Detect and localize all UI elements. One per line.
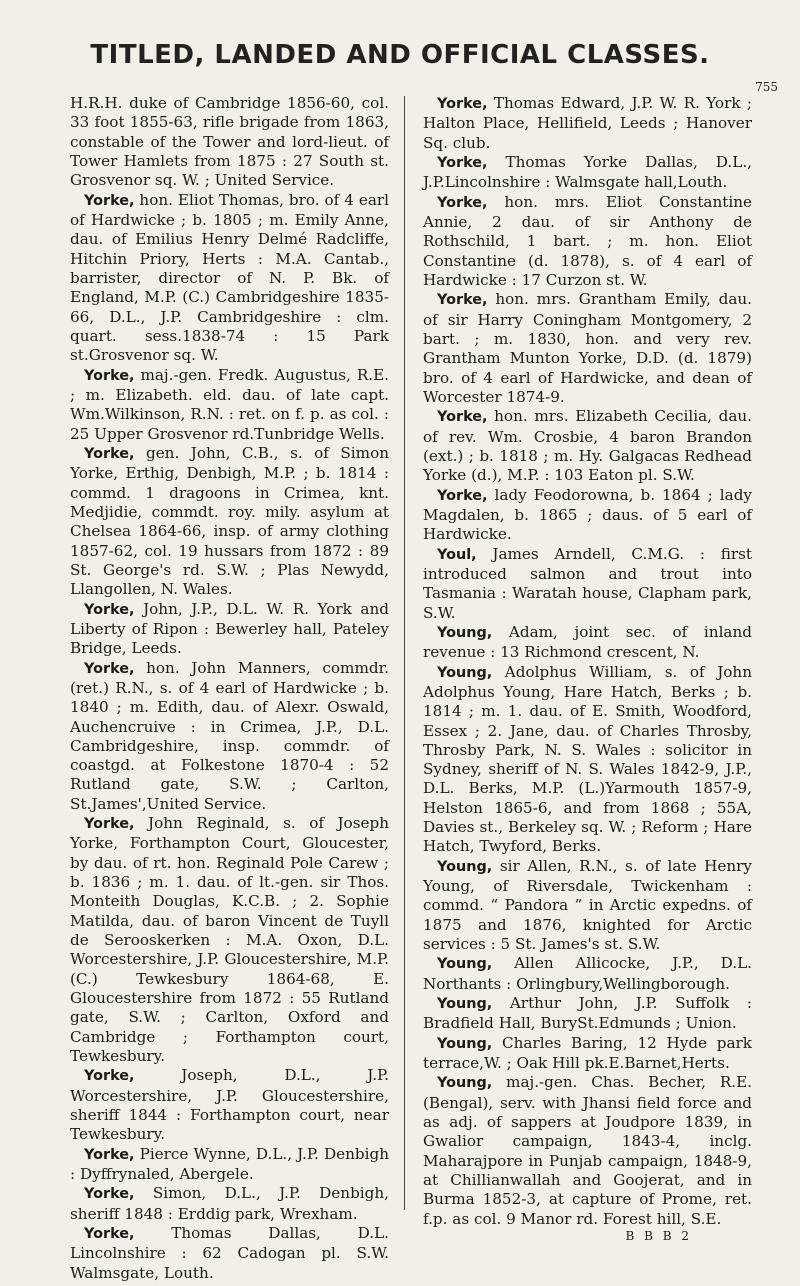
entry-surname: Yorke, <box>84 1068 135 1085</box>
entry-surname: Yorke, <box>437 409 488 426</box>
running-head: TITLED, LANDED AND OFFICIAL CLASSES. <box>90 40 710 70</box>
entry-text: hon. mrs. Grantham Emily, dau. of sir Harry Coningham Montgomery, 2 bart. ; m. 1830, hon. and very rev. Grantham Munton Yorke, D.D. (d. 1879) bro. of 4 earl of Hardwicke, and dean of Worcester 1874-9. <box>423 290 752 406</box>
entry-surname: Yorke, <box>84 660 135 677</box>
entry-surname: Yorke, <box>437 292 488 309</box>
signature-mark: B B B 2 <box>625 1229 692 1244</box>
entry-text: Thomas Edward, J.P. W. R. York ; Halton Place, Hellifield, Leeds ; Hanover Sq. club. <box>423 94 752 152</box>
entry-surname: Yorke, <box>84 367 135 384</box>
directory-entry <box>70 1145 389 1185</box>
entry-surname: Yorke, <box>437 154 488 171</box>
page-header <box>0 40 800 94</box>
directory-entry <box>70 1184 389 1224</box>
entry-text: Charles Baring, 12 Hyde park terrace,W. ; Oak Hill pk.E.Barnet,Herts. <box>423 1033 752 1073</box>
entry-surname: Young, <box>437 624 493 641</box>
entry-surname: Yorke, <box>84 1226 135 1243</box>
entry-text: maj.-gen. Fredk. Augustus, R.E. ; m. Elizabeth. eld. dau. of late capt. Wm.Wilkinson, R.N. : ret. on f. p. as col. : 25 Upper Grosvenor rd.Tunbridge Wells. <box>70 365 389 443</box>
directory-entry <box>70 814 389 1066</box>
entry-text: H.R.H. duke of Cambridge 1856-60, col. 33 foot 1855-63, rifle brigade from 1863, constable of the Tower and lord-lieut. of Tower Hamlets from 1875 : 27 South st. Grosvenor sq. W. ; United Service. <box>70 94 389 190</box>
entry-text: hon. mrs. Elizabeth Cecilia, dau. of rev. Wm. Crosbie, 4 baron Brandon (ext.) ; b. 1818 ; m. Hy. Galgacas Redhead Yorke (d.), M.P. : 103 Eaton pl. S.W. <box>423 407 752 485</box>
entry-text: Joseph, D.L., J.P. Worcestershire, J.P. Gloucestershire, sheriff 1844 : Forthampton court, near Tewkesbury. <box>70 1066 389 1144</box>
directory-entry <box>423 407 752 485</box>
entry-surname: Yorke, <box>84 816 135 833</box>
directory-entry <box>70 94 389 191</box>
directory-entry <box>423 663 752 857</box>
entry-text: hon. Eliot Thomas, bro. of 4 earl of Hardwicke ; b. 1805 ; m. Emily Anne, dau. of Emilius Henry Delmé Radcliffe, Hitchin Priory, Herts : M.A. Cantab., barrister, director of N. P. Bk. of England, M.P. (C.) Cambridgeshire 1835-66, D.L., J.P. Cambridgeshire : clm. quart. sess.1838-74 : 15 Park st.Grosvenor sq. W. <box>70 190 389 365</box>
entry-text: John, J.P., D.L. W. R. York and Liberty of Ripon : Bewerley hall, Pateley Bridge, Leeds. <box>70 599 389 658</box>
entry-surname: Young, <box>437 1075 493 1092</box>
column-divider <box>404 96 405 1210</box>
directory-entry <box>70 1224 389 1283</box>
directory-entry <box>423 857 752 955</box>
entry-surname: Young, <box>437 956 493 973</box>
entry-text: Arthur John, J.P. Suffolk : Bradfield Hall, BurySt.Edmunds ; Union. <box>423 994 752 1033</box>
directory-entry <box>423 486 752 545</box>
entry-text: hon. mrs. Eliot Constantine Annie, 2 dau. of sir Anthony de Rothschild, 1 bart. ; m. hon. Eliot Constantine (d. 1878), s. of 4 earl of Hardwicke : 17 Curzon st. W. <box>423 192 752 289</box>
entry-text: Pierce Wynne, D.L., J.P. Denbigh : Dyffrynaled, Abergele. <box>70 1144 389 1184</box>
entry-text: Adam, joint sec. of inland revenue : 13 Richmond crescent, N. <box>423 622 752 662</box>
entry-surname: Yorke, <box>437 194 488 211</box>
entry-text: Simon, D.L., J.P. Denbigh, sheriff 1848 : Erddig park, Wrexham. <box>70 1184 389 1223</box>
directory-entry <box>423 290 752 407</box>
entry-surname: Young, <box>437 858 493 875</box>
entry-text: James Arndell, C.M.G. : first introduced salmon and trout into Tasmania : Waratah house, Clapham park, S.W. <box>423 544 752 622</box>
directory-entry <box>423 623 752 663</box>
page-number: 755 <box>755 80 778 94</box>
entry-surname: Young, <box>437 1035 493 1052</box>
entry-surname: Yorke, <box>84 1146 135 1163</box>
entry-surname: Yorke, <box>437 96 488 112</box>
directory-entry <box>423 954 752 994</box>
entry-text: sir Allen, R.N., s. of late Henry Young, of Riversdale, Twickenham : commd. “ Pandora ” in Arctic expedns. of 1875 and 1876, knighted for Arctic services : 5 St. James's st. S.W. <box>423 856 752 954</box>
entry-text: hon. John Manners, commdr. (ret.) R.N., s. of 4 earl of Hardwicke ; b. 1840 ; m. Edith, dau. of Alexr. Oswald, Auchencruive : in Crimea, J.P., D.L. Cambridgeshire, insp. commdr. of coastgd. at Folkestone 1870-4 : 52 Rutland gate, S.W. ; Carlton, St.James',United Service. <box>70 658 389 813</box>
directory-entry <box>70 444 389 600</box>
directory-entry <box>423 1073 752 1229</box>
directory-entry <box>423 1034 752 1074</box>
entry-text: Allen Allicocke, J.P., D.L. Northants : Orlingbury,Wellingborough. <box>423 954 752 993</box>
entry-text: lady Feodorowna, b. 1864 ; lady Magdalen, b. 1865 ; daus. of 5 earl of Hardwicke. <box>423 485 752 544</box>
directory-entry <box>423 94 752 153</box>
directory-entry <box>70 191 389 366</box>
entry-surname: Yorke, <box>437 487 488 504</box>
entry-text: Thomas Dallas, D.L. Lincolnshire : 62 Cadogan pl. S.W. Walmsgate, Louth. <box>70 1224 389 1282</box>
directory-entry <box>423 545 752 623</box>
entry-surname: Young, <box>437 996 493 1013</box>
entry-surname: Young, <box>437 664 493 681</box>
directory-entry <box>70 659 389 815</box>
right-column <box>423 94 752 1246</box>
directory-entry <box>70 1066 389 1144</box>
entry-text: John Reginald, s. of Joseph Yorke, Forthampton Court, Gloucester, by dau. of rt. hon. Reginald Pole Carew ; b. 1836 ; m. 1. dau. of lt.-gen. sir Thos. Monteith Douglas, K.C.B. ; 2. Sophie Matilda, dau. of baron Vincent de Tuyll de Serooskerken : M.A. Oxon, D.L. Worcestershire, J.P. Gloucestershire, M.P. (C.) Tewkesbury 1864-68, E. Gloucestershire from 1872 : 55 Rutland gate, S.W. ; Carlton, Oxford and Cambridge ; Forthampton court, Tewkesbury. <box>70 814 389 1066</box>
entry-surname: Yorke, <box>84 1186 135 1203</box>
directory-entry <box>423 193 752 291</box>
directory-entry <box>70 366 389 444</box>
directory-entry <box>423 994 752 1034</box>
entry-text: Adolphus William, s. of John Adolphus Young, Hare Hatch, Berks ; b. 1814 ; m. 1. dau. of E. Smith, Woodford, Essex ; 2. Jane, dau. of Charles Throsby, Throsby Park, N. S. Wales : solicitor in Sydney, sheriff of N. S. Wales 1842-9, J.P., D.L. Berks, M.P. (L.)Yarmouth 1857-9, Helston 1865-6, and from 1868 ; 55A, Davies st., Berkeley sq. W. ; Reform ; Hare Hatch, Twyford, Berks. <box>423 662 752 856</box>
entry-surname: Yorke, <box>84 445 135 462</box>
entry-text: maj.-gen. Chas. Becher, R.E. (Bengal), serv. with Jhansi field force and as adj. of sappers at Joudpore 1839, in Gwalior campaign, 1843-4, inclg. Maharajpore in Punjab campaign, 1848-9, at Chillianwallah and Goojerat, and in Burma 1852-3, at capture of Prome, ret. f.p. as col. 9 Manor rd. Forest hill, S.E. <box>423 1073 752 1228</box>
entry-surname: Yorke, <box>84 601 135 618</box>
directory-entry <box>423 153 752 193</box>
entry-text: Thomas Yorke Dallas, D.L., J.P.Lincolnshire : Walmsgate hall,Louth. <box>423 152 752 192</box>
left-column <box>70 94 389 1283</box>
entry-text: gen. John, C.B., s. of Simon Yorke, Erthig, Denbigh, M.P. ; b. 1814 : commd. 1 dragoons in Crimea, knt. Medjidie, commdt. roy. mily. asylum at Chelsea 1864-66, insp. of army clothing 1857-62, col. 19 hussars from 1872 : 89 St. George's rd. S.W. ; Plas Newydd, Llangollen, N. Wales. <box>70 443 389 599</box>
directory-entry <box>70 600 389 659</box>
entry-surname: Yorke, <box>84 192 135 209</box>
entry-surname: Youl, <box>437 546 477 563</box>
